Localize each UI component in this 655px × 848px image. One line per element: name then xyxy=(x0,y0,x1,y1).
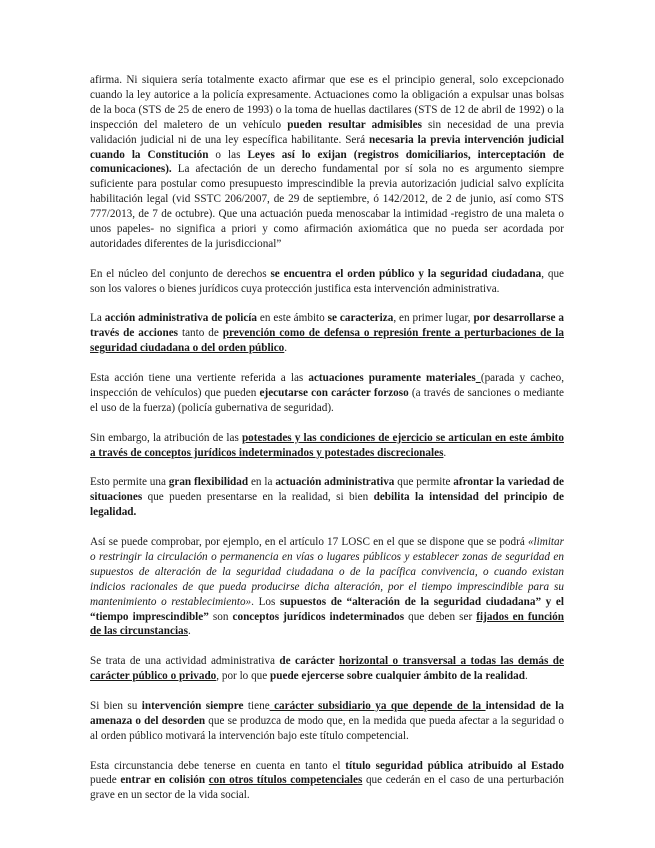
text-run: pueden resultar admisibles xyxy=(287,118,422,131)
text-run: ejecutarse con carácter forzoso xyxy=(259,386,409,399)
paragraph-10 xyxy=(90,759,564,804)
text-run: se encuentra el orden público y la seguridad ciudadana xyxy=(270,267,542,280)
text-run: La xyxy=(90,312,105,325)
text-run: , en primer lugar, xyxy=(393,312,474,325)
text-run: en la xyxy=(248,476,276,489)
paragraph-4 xyxy=(90,371,564,416)
text-run: afirma. Ni siquiera sería totalmente exacto afirmar que ese es el principio general, solo excepcionado cuando la ley autorice a la policía expresamente. Actuaciones como la obligación a expulsar unas bolsas de la boca (STS de 25 de enero de 1993) o la toma de huellas dactilares (STS de 12 de abril de 1992) o la inspección del maletero de un vehículo xyxy=(90,74,564,131)
text-run: entrar en colisión xyxy=(120,774,206,787)
text-run: por desarrollarse a través de acciones xyxy=(90,312,564,340)
text-run: Esta circunstancia debe tenerse en cuenta en tanto el xyxy=(90,759,346,772)
text-run: (a través de sanciones o mediante el uso de la fuerza) (policía gubernativa de seguridad). xyxy=(90,386,565,414)
text-run: horizontal o transversal a todas las demás de carácter público o privado xyxy=(90,655,564,683)
text-run: sin necesidad de una previa validación judicial ni de una ley específica habilitante. Será xyxy=(90,118,565,146)
text-run: actuación administrativa xyxy=(275,476,395,489)
text-run: título seguridad pública atribuido al Estado xyxy=(345,759,565,772)
text-run: prevención como de defensa o represión frente a perturbaciones de la seguridad ciudadana o del orden público xyxy=(90,327,564,355)
text-run: fijados en función de las circunstancias xyxy=(90,610,564,638)
paragraph-7 xyxy=(90,535,564,639)
text-run: Así se puede comprobar, por ejemplo, en el artículo 17 LOSC en el que se dispone que se podrá xyxy=(90,536,528,548)
text-run: afrontar la variedad de situaciones xyxy=(90,476,564,504)
text-run: de carácter xyxy=(279,655,340,668)
paragraph-8 xyxy=(90,654,564,684)
text-run: en este ámbito xyxy=(257,312,328,325)
paragraph-9 xyxy=(90,699,564,744)
text-run: Se trata de una actividad administrativa xyxy=(90,655,280,668)
text-run: . xyxy=(188,625,191,638)
text-run: Esta acción tiene una vertiente referida a las xyxy=(90,372,309,385)
text-run: puede xyxy=(90,774,121,787)
text-run: actuaciones puramente materiales xyxy=(308,372,476,385)
text-run: que cederán en el caso de una perturbación grave en un sector de la vida social. xyxy=(90,774,564,802)
text-run: tanto de xyxy=(178,327,223,340)
text-run: gran flexibilidad xyxy=(168,476,249,489)
text-run: se caracteriza xyxy=(327,312,394,325)
text-run: carácter subsidiario ya que depende de la xyxy=(269,699,486,712)
text-run: acción administrativa de policía xyxy=(104,312,258,325)
text-run: con otros títulos competenciales xyxy=(208,774,363,787)
text-run: «limitar o restringir la circulación o permanencia en vías o lugares públicos y establecer zonas de seguridad en supuestos de alteración de la seguridad ciudadana o de la pacífica convivencia, o cuando existan indicios racionales de que pueda producirse dicha alteración, por el tiempo imprescindible para su mantenimiento o restablecimiento» xyxy=(90,536,564,608)
document-body xyxy=(90,73,564,818)
text-run: Sin embargo, la atribución de las xyxy=(90,431,242,444)
text-run: . xyxy=(443,446,447,459)
text-run: conceptos jurídicos indeterminados xyxy=(232,610,405,623)
text-run: Si bien su xyxy=(90,699,142,712)
text-run: debilita la intensidad del principio de legalidad. xyxy=(90,491,564,519)
text-run: potestades y las condiciones de ejercicio se articulan en este ámbito a través de conceptos jurídicos indeterminados y potestades discrecionales xyxy=(90,431,564,459)
text-run: . xyxy=(284,342,288,355)
text-run: necesaria la previa intervención judicial cuando la Constitución xyxy=(90,133,564,161)
text-run: que deben ser xyxy=(404,610,477,623)
paragraph-2 xyxy=(90,267,564,297)
text-run: son xyxy=(208,610,233,623)
paragraph-5 xyxy=(90,431,564,461)
text-run: Leyes así lo exijan (registros domiciliarios, interceptación de comunicaciones). xyxy=(90,148,564,176)
paragraph-3 xyxy=(90,311,564,356)
text-run: , que son los valores o bienes jurídicos cuya protección justifica esta intervención administrativa. xyxy=(90,267,565,295)
text-run: Esto permite una xyxy=(90,476,169,489)
text-run: supuestos de “alteración de la seguridad ciudadana” y el “tiempo imprescindible” xyxy=(90,595,565,623)
text-run: que permite xyxy=(394,476,454,489)
paragraph-6 xyxy=(90,475,564,520)
text-run: , por lo que xyxy=(216,670,271,683)
text-run: La afectación de un derecho fundamental por sí sola no es argumento siempre suficiente para postular como presupuesto imprescindible la previa autorización judicial salvo explícita habilitación legal (vid SSTC 206/2007, de 29 de septiembre, ó 142/2012, de 2 de junio, así como STS 777/2013, de 7 de octubre). Que una actuación pueda menoscabar la intimidad -registro de una maleta o unos papeles- no significa a priori y como afirmación axiomática que no pueda ser acordada por autoridades diferentes de la jurisdiccional” xyxy=(90,163,564,250)
text-run: que se produzca de modo que, en la medida que pueda afectar a la seguridad o al orden público motivará la intervención bajo este título competencial. xyxy=(90,714,565,742)
text-run: intensidad de la amenaza o del desorden xyxy=(90,699,564,727)
text-run: puede ejercerse sobre cualquier ámbito de la realidad xyxy=(270,670,525,683)
text-run: . xyxy=(524,670,528,683)
text-run: que pueden presentarse en la realidad, si bien xyxy=(142,491,374,504)
text-run: En el núcleo del conjunto de derechos xyxy=(90,267,271,280)
text-run: tiene xyxy=(243,699,270,712)
paragraph-1 xyxy=(90,73,564,252)
text-run: intervención siempre xyxy=(141,699,244,712)
text-run: (parada y cacheo, inspección de vehículos) que pueden xyxy=(90,372,564,399)
text-run: o las xyxy=(208,148,248,161)
text-run: . Los xyxy=(251,595,281,608)
